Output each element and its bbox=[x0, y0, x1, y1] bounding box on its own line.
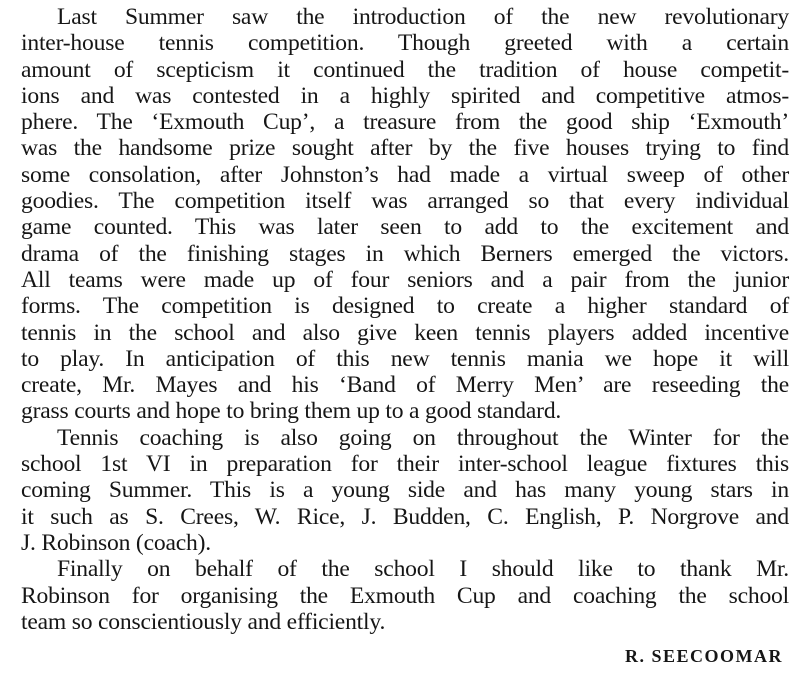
text-line: All teams were made up of four seniors and a pair from the junior bbox=[21, 266, 789, 293]
text-line: ions and was contested in a highly spirited and competitive atmos- bbox=[21, 82, 789, 109]
text-line: J. Robinson (coach). bbox=[21, 529, 211, 556]
text-line: Finally on behalf of the school I should like to thank Mr. bbox=[57, 556, 789, 583]
article-body bbox=[21, 4, 789, 669]
text-line: phere. The ‘Exmouth Cup’, a treasure from the good ship ‘Exmouth’ bbox=[21, 109, 789, 136]
text-line: amount of scepticism it continued the tradition of house competit- bbox=[21, 56, 789, 83]
text-line: create, Mr. Mayes and his ‘Band of Merry Men’ are reseeding the bbox=[21, 372, 789, 399]
text-line: game counted. This was later seen to add to the excitement and bbox=[21, 214, 789, 241]
paragraph-thanks bbox=[21, 556, 789, 635]
text-line: Robinson for organising the Exmouth Cup and coaching the school bbox=[21, 582, 789, 609]
text-line: drama of the finishing stages in which Berners emerged the victors. bbox=[21, 240, 789, 267]
text-line: goodies. The competition itself was arranged so that every individual bbox=[21, 188, 789, 215]
text-line: grass courts and hope to bring them up to a good standard. bbox=[21, 398, 562, 425]
text-line: some consolation, after Johnston’s had made a virtual sweep of other bbox=[21, 161, 789, 188]
text-line: coming Summer. This is a young side and has many young stars in bbox=[21, 477, 789, 504]
text-line: was the handsome prize sought after by the five houses trying to find bbox=[21, 135, 789, 162]
author-signature: R. SEECOOMAR bbox=[624, 646, 783, 667]
text-line: forms. The competition is designed to create a higher standard of bbox=[21, 293, 789, 320]
text-line: Tennis coaching is also going on throughout the Winter for the bbox=[57, 424, 789, 451]
text-line: it such as S. Crees, W. Rice, J. Budden, C. English, P. Norgrove and bbox=[21, 503, 789, 530]
text-line: tennis in the school and also give keen tennis players added incentive bbox=[21, 319, 789, 346]
text-line: inter-house tennis competition. Though greeted with a certain bbox=[21, 30, 789, 57]
paragraph-tennis-competition bbox=[21, 4, 789, 425]
text-line: school 1st VI in preparation for their inter-school league fixtures this bbox=[21, 451, 789, 478]
text-line: to play. In anticipation of this new tennis mania we hope it will bbox=[21, 345, 789, 372]
text-line: team so conscientiously and efficiently. bbox=[21, 608, 386, 635]
text-line: Last Summer saw the introduction of the new revolutionary bbox=[57, 4, 789, 30]
paragraph-tennis-coaching bbox=[21, 425, 789, 556]
